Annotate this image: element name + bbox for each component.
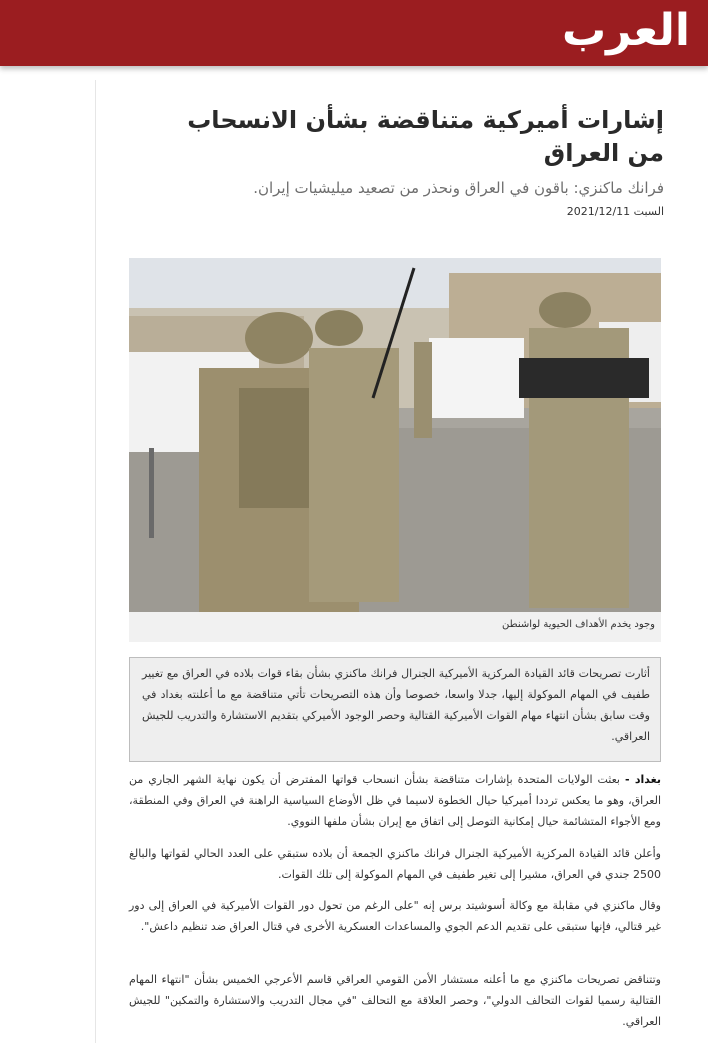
article-paragraph-2: وأعلن قائد القيادة المركزية الأميركية الجنرال فرانك ماكنزي الجمعة أن بلاده ستبقي على العدد الحالي لقواتها والبالغ 2500 جندي في العراق، مشيرا إلى تغير طفيف في المهام الموكولة إلى تلك القوات. bbox=[129, 847, 661, 881]
article-paragraph-3: وقال ماكنزي في مقابلة مع وكالة أسوشيتد برس إنه "على الرغم من تحول دور القوات الأميركية في العراق إلى دور غير قتالي، فإنها ستبقى على تقديم الدعم الجوي والمساعدات العسكرية الأخرى في قتال العراق ضد تنظيم داعش". bbox=[129, 899, 661, 933]
article-paragraph-1-text: بعثت الولايات المتحدة بإشارات متناقضة بشأن انسحاب قواتها المفترض أن يكون نهاية الشهر الجاري من العراق، وهو ما يعكس ترددا أميركيا حيال الخطوة لاسيما في ظل الأوضاع السياسية الراهنة في العراق وفي المنطقة، ومع الأجواء المتشائمة حيال إمكانية التوصل إلى اتفاق مع إيران بشأن ملفها النووي. bbox=[129, 773, 661, 828]
article-date-value: 2021/12/11 bbox=[566, 205, 631, 218]
article-paragraph-4: وتتناقض تصريحات ماكنزي مع ما أعلنه مستشار الأمن القومي العراقي قاسم الأعرجي الخميس بشأن "انتهاء المهام القتالية رسميا لقوات التحالف الدولي"، وحصر العلاقة مع التحالف "في مجال التدريب والاستشارة والتمكين" للجيش العراقي. bbox=[129, 973, 661, 1028]
site-header bbox=[0, 0, 708, 66]
article-subhead: فرانك ماكنزي: باقون في العراق ونحذر من تصعيد ميليشيات إيران. bbox=[253, 179, 664, 197]
article-dateline: بغداد - bbox=[625, 773, 662, 786]
article-date bbox=[567, 205, 664, 218]
article-photo bbox=[129, 258, 661, 612]
article-lead: أثارت تصريحات قائد القيادة المركزية الأميركية الجنرال فرانك ماكنزي بشأن بقاء قوات بلاده في العراق مع تغيير طفيف في المهام الموكولة إليها، جدلا واسعا، خصوصا وأن هذه التصريحات تأتي متناقضة مع ما أعلنته بغداد في وقت سابق بشأن انتهاء مهام القوات الأميركية القتالية وحصر الوجود الأميركي بتقديم الاستشارة والتدريب للجيش العراقي. bbox=[142, 667, 650, 743]
photo-caption: وجود يخدم الأهداف الحيوية لواشنطن bbox=[502, 619, 655, 630]
article-day: السبت bbox=[633, 205, 664, 218]
article-paragraph-1 bbox=[129, 769, 661, 832]
article-headline: إشارات أميركية متناقضة بشأن الانسحاب من العراق bbox=[187, 106, 664, 167]
article-figure bbox=[129, 258, 661, 642]
site-logo[interactable]: العرب bbox=[561, 5, 690, 56]
article-lead-box bbox=[129, 657, 661, 762]
